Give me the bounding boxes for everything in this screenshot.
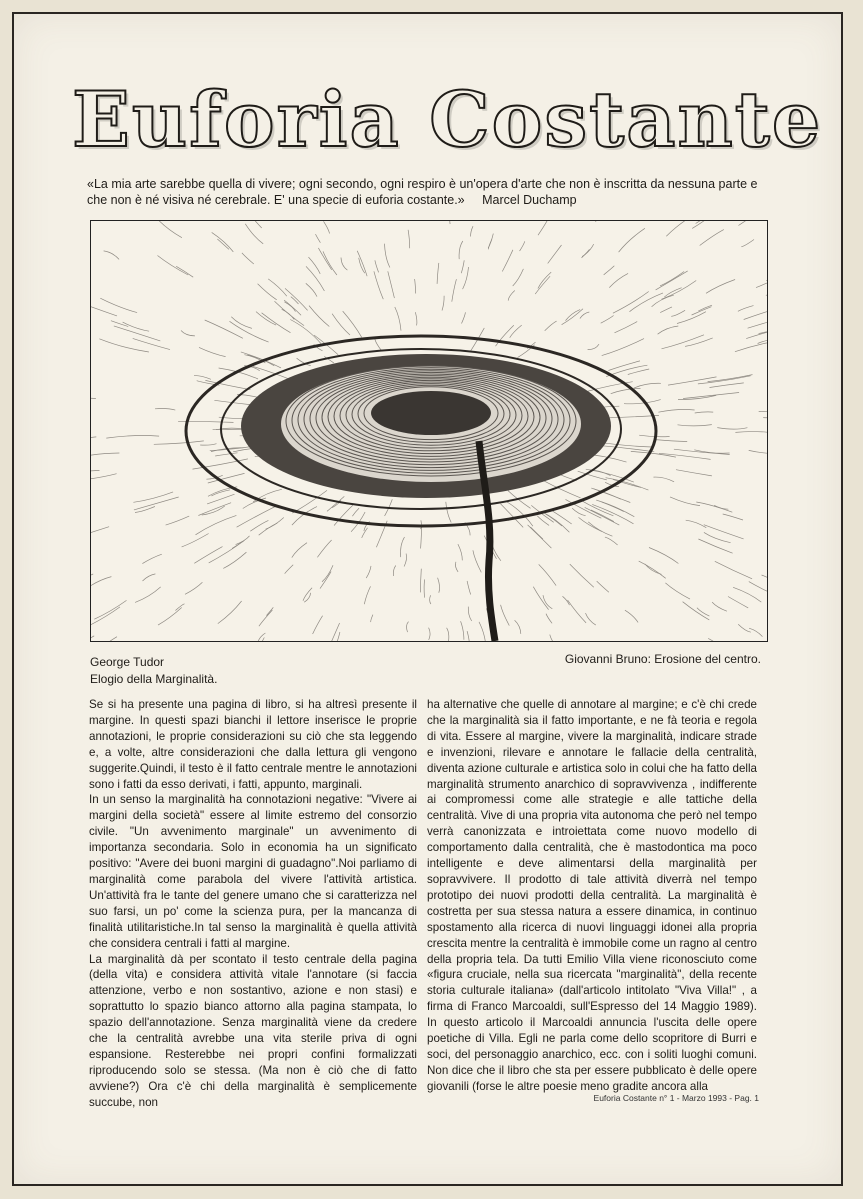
- scribble-stroke: [660, 307, 672, 313]
- scribble-stroke: [608, 361, 640, 371]
- scribble-stroke: [537, 516, 549, 526]
- scribble-stroke: [359, 258, 365, 273]
- scribble-stroke: [142, 554, 161, 563]
- scribble-stroke: [696, 502, 732, 512]
- scribble-stroke: [508, 291, 515, 301]
- scribble-stroke: [306, 266, 324, 291]
- scribble-stroke: [242, 253, 254, 264]
- scribble-stroke: [609, 273, 628, 287]
- scribble-stroke: [166, 516, 190, 525]
- paragraph: Se si ha presente una pagina di libro, si ha altresì presente il margine. In questi spazi bianchi il lettore inserisce le proprie annotazioni, le proprie considerazioni su ciò che sta leggendo e, a volte, altre considerazioni che dalla lettura gli vengono suggerite.Quindi, il testo è il fatto centrale mentre le annotazioni sono i fatti da esso derivati, i fatti, appunto, marginali.: [89, 698, 417, 791]
- scribble-stroke: [284, 302, 295, 312]
- scribble-stroke: [91, 303, 117, 316]
- scribble-stroke: [246, 638, 264, 642]
- scribble-stroke: [502, 250, 513, 272]
- scribble-stroke: [550, 635, 558, 641]
- scribble-stroke: [541, 511, 569, 532]
- article-title: Elogio della Marginalità.: [90, 672, 218, 686]
- scribble-stroke: [586, 613, 596, 625]
- scribble-stroke: [185, 582, 202, 594]
- scribble-stroke: [182, 534, 209, 547]
- scribble-stroke: [291, 297, 299, 304]
- scribble-stroke: [407, 622, 409, 633]
- scribble-stroke: [696, 221, 716, 224]
- scribble-stroke: [366, 566, 371, 578]
- scribble-stroke: [104, 251, 120, 260]
- scribble-stroke: [566, 310, 581, 321]
- scribble-stroke: [678, 395, 716, 399]
- scribble-stroke: [520, 241, 525, 251]
- scribble-stroke: [285, 565, 294, 574]
- paragraph: In un senso la marginalità ha connotazioni negative: "Vivere ai margini della società" essere al limite estremo del consorzio civile. "Un avvenimento marginale" un avvenimento di importanza secondaria. Solo in economia ha un significato positivo: "Avere dei buoni margini di guadagno".Noi parliamo di marginalità come parabola del vivere l'attività artistica. Un'attività fra le tante del genere umano che si caratterizza nel suo farsi, un po' come la scienza pura, per la mancanza di finalità utilitaristiche.In tal senso la marginalità è quella attività che considera centrali i fatti al margine.: [89, 793, 417, 950]
- erosion-artwork: [91, 221, 767, 641]
- scribble-stroke: [341, 258, 347, 271]
- scribble-stroke: [715, 561, 752, 579]
- scribble-stroke: [744, 309, 767, 320]
- scribble-stroke: [352, 508, 359, 516]
- scribble-stroke: [106, 637, 117, 641]
- scribble-stroke: [533, 587, 548, 610]
- scribble-stroke: [262, 313, 291, 333]
- scribble-stroke: [323, 251, 337, 275]
- scribble-stroke: [468, 607, 471, 621]
- scribble-stroke: [284, 300, 301, 315]
- scribble-stroke: [658, 326, 679, 334]
- scribble-stroke: [313, 616, 323, 634]
- scribble-stroke: [158, 256, 189, 276]
- scribble-stroke: [553, 511, 572, 524]
- scribble-stroke: [371, 615, 373, 623]
- scribble-stroke: [708, 375, 753, 382]
- article-column-left: [89, 697, 417, 1111]
- scribble-stroke: [461, 260, 464, 273]
- scribble-stroke: [513, 269, 524, 286]
- scribble-stroke: [582, 249, 590, 258]
- scribble-stroke: [364, 586, 370, 604]
- scribble-stroke: [318, 248, 331, 270]
- scribble-stroke: [306, 283, 317, 296]
- scribble-stroke: [467, 631, 469, 641]
- scribble-stroke: [528, 525, 552, 548]
- scribble-stroke: [450, 221, 452, 224]
- scribble-stroke: [563, 596, 570, 605]
- scribble-stroke: [237, 506, 277, 527]
- scribble-stroke: [588, 522, 612, 536]
- scribble-stroke: [385, 244, 390, 268]
- paragraph: La marginalità dà per scontato il testo centrale della pagina (della vita) e considera attività vitale l'annotare (si faccia attenzione, verbo e non sostantivo, azione e non stasi) e soprattutto lo spazio bianco attorno alla pagina stampata, lo spazio dell'annotazione. Senza marginalità viene da credere che la centralità avrebbe una vita sterile priva di ogni espansione. Resterebbe nei propri confini formalizzati riproducendo solo se stessa. (Ma non è ciò che di fatto avviene?) Ora c'è chi della marginalità è semplicemente succube, non: [89, 952, 417, 1109]
- scribble-stroke: [738, 306, 754, 312]
- scribble-stroke: [258, 633, 266, 641]
- scribble-stroke: [91, 607, 120, 628]
- scribble-stroke: [580, 312, 589, 319]
- scribble-stroke: [596, 445, 654, 452]
- scribble-stroke: [231, 317, 252, 329]
- scribble-stroke: [695, 412, 714, 413]
- scribble-stroke: [515, 620, 521, 634]
- scribble-stroke: [430, 595, 431, 604]
- scribble-stroke: [327, 496, 344, 511]
- scribble-stroke: [91, 527, 109, 542]
- scribble-stroke: [462, 312, 466, 323]
- scribble-stroke: [317, 540, 331, 557]
- scribble-stroke: [471, 226, 473, 236]
- scribble-stroke: [501, 605, 510, 626]
- scribble-stroke: [282, 309, 295, 319]
- scribble-stroke: [692, 221, 717, 228]
- scribble-stroke: [665, 583, 690, 599]
- scribble-stroke: [393, 566, 395, 577]
- scribble-stroke: [285, 288, 308, 310]
- scribble-stroke: [91, 636, 94, 641]
- scribble-stroke: [717, 428, 747, 430]
- paragraph: ha alternative che quelle di annotare al margine; e c'è chi crede che la marginalità sia il fatto importante, e ne fà teoria e regola di vita. Essere al margine, vivere la marginalità, indicare strade e invenzioni, rilevare e annotare le fallacie della centralità, diventa azione culturale e artistica solo in colui che ha fatto della marginalità strumento anarchico di sopravvivenza , indifferente ai compromessi come alle strategie e alle tattiche della centralità. Vive di una propria vita autonoma che però nel tempo verrà canonizzata e introiettata come nuovo modello di comportamento dalla centralità, che è mastodontica ma poco intelligente e deve alimentarsi della marginalità per sopravvivere. Il prodotto di tale attività diverrà nel tempo prototipo dei nuovi prodotti della centralità. La marginalità è costretta per sua stessa natura a essere dinamica, in continuo spostamento alla ricerca di nuovi linguaggi idonei alla propria crescita mentre la centralità è immobile come un ragno al centro della propria tela. Da tutti Emilio Villa viene riconosciuto come «figura cruciale, nella sua ricercata "marginalità", della recente storia culturale italiana» (dall'articolo intitolato "Viva Villa!" , a firma di Franco Marcoaldi, sull'Espresso del 14 Maggio 1989). In questo articolo il Marcoaldi annuncia l'uscita delle opere poetiche di Villa. Egli ne parla come dello scopritore di Burri e soci, del personaggio anarchico, ecc. con i soliti luoghi comuni. Non dice che il libro che sta per essere pubblicato è delle opere giovanili (forse le altre poesie meno gradite ancora alla: [427, 698, 757, 1093]
- masthead-title: Euforia Costante: [72, 75, 823, 164]
- scribble-stroke: [424, 579, 425, 597]
- scribble-stroke: [698, 305, 712, 311]
- scribble-stroke: [759, 319, 767, 333]
- scribble-stroke: [463, 267, 469, 289]
- scribble-stroke: [236, 536, 250, 545]
- scribble-stroke: [207, 494, 234, 504]
- scribble-stroke: [766, 275, 767, 281]
- scribble-stroke: [455, 562, 458, 572]
- scribble-stroke: [99, 339, 148, 352]
- quote-author: Marcel Duchamp: [482, 193, 577, 207]
- scribble-stroke: [322, 565, 333, 582]
- scribble-stroke: [694, 450, 729, 453]
- scribble-stroke: [329, 632, 340, 641]
- scribble-stroke: [461, 621, 464, 639]
- scribble-stroke: [266, 607, 273, 615]
- scribble-stroke: [212, 232, 234, 252]
- scribble-stroke: [697, 608, 710, 616]
- scribble-stroke: [217, 239, 229, 249]
- scribble-stroke: [198, 503, 231, 516]
- scribble-stroke: [133, 492, 173, 502]
- scribble-stroke: [304, 593, 310, 602]
- scribble-stroke: [674, 449, 730, 454]
- scribble-stroke: [634, 383, 661, 388]
- scribble-stroke: [357, 251, 367, 276]
- scribble-stroke: [309, 306, 329, 327]
- scribble-stroke: [708, 638, 729, 641]
- scribble-stroke: [545, 321, 557, 331]
- scribble-stroke: [712, 602, 727, 611]
- scribble-stroke: [266, 518, 284, 530]
- scribble-stroke: [615, 322, 638, 333]
- scribble-stroke: [595, 221, 616, 222]
- scribble-stroke: [605, 537, 618, 545]
- scribble-stroke: [659, 453, 711, 459]
- scribble-stroke: [194, 547, 222, 564]
- scribble-stroke: [654, 440, 687, 442]
- scribble-stroke: [404, 554, 406, 567]
- scribble-stroke: [479, 622, 486, 641]
- scribble-stroke: [676, 470, 712, 476]
- scribble-stroke: [452, 279, 457, 302]
- scribble-stroke: [429, 628, 430, 640]
- article-column-right: [427, 697, 757, 1095]
- scribble-stroke: [91, 577, 111, 589]
- scribble-stroke: [538, 221, 552, 235]
- scribble-stroke: [181, 331, 195, 336]
- scribble-stroke: [205, 320, 243, 338]
- scribble-stroke: [488, 234, 493, 248]
- image-caption: Giovanni Bruno: Erosione del centro.: [564, 652, 761, 666]
- scribble-stroke: [749, 450, 767, 453]
- scribble-stroke: [582, 244, 594, 257]
- scribble-stroke: [256, 312, 276, 326]
- scribble-stroke: [660, 272, 684, 286]
- scribble-stroke: [683, 602, 710, 620]
- scribble-stroke: [656, 271, 688, 290]
- scribble-stroke: [538, 272, 551, 288]
- scribble-stroke: [343, 311, 362, 337]
- artwork-image: [90, 220, 768, 642]
- scribble-stroke: [223, 552, 246, 568]
- scribble-stroke: [230, 321, 269, 342]
- scribble-stroke: [200, 444, 216, 445]
- scribble-stroke: [415, 279, 416, 293]
- scribble-stroke: [568, 600, 587, 623]
- scribble-stroke: [202, 506, 225, 515]
- scribble-stroke: [535, 276, 550, 294]
- scribble-stroke: [585, 507, 620, 525]
- scribble-stroke: [375, 260, 379, 272]
- scribble-stroke: [570, 564, 594, 587]
- scribble-stroke: [748, 315, 767, 329]
- scribble-stroke: [531, 527, 543, 539]
- scribble-stroke: [91, 437, 96, 438]
- scribble-stroke: [763, 416, 767, 418]
- scribble-stroke: [625, 610, 638, 622]
- scribble-stroke: [766, 286, 767, 296]
- scribble-stroke: [374, 271, 383, 299]
- scribble-stroke: [501, 504, 524, 528]
- scribble-stroke: [218, 601, 242, 624]
- epigraph-quote: [87, 176, 767, 208]
- scribble-stroke: [258, 284, 277, 300]
- scribble-stroke: [739, 221, 768, 226]
- scribble-stroke: [290, 320, 321, 344]
- scribble-stroke: [649, 548, 678, 564]
- scribble-stroke: [446, 502, 451, 523]
- scribble-stroke: [749, 628, 762, 636]
- scribble-stroke: [604, 266, 615, 275]
- scribble-stroke: [388, 271, 395, 298]
- page-footer: Euforia Costante n° 1 - Marzo 1993 - Pag. 1: [593, 1093, 759, 1103]
- scribble-stroke: [728, 597, 748, 608]
- scribble-stroke: [543, 595, 552, 609]
- scribble-stroke: [458, 544, 462, 560]
- scribble-stroke: [91, 474, 117, 482]
- scribble-stroke: [670, 497, 700, 506]
- scribble-stroke: [316, 234, 321, 243]
- scribble-stroke: [415, 312, 417, 325]
- scribble-stroke: [597, 581, 609, 592]
- scribble-stroke: [292, 543, 307, 558]
- scribble-stroke: [602, 502, 624, 512]
- scribble-stroke: [677, 312, 706, 324]
- scribble-stroke: [539, 564, 556, 585]
- scribble-stroke: [548, 245, 562, 263]
- scribble-stroke: [135, 507, 155, 513]
- scribble-stroke: [639, 561, 666, 578]
- scribble-stroke: [756, 273, 767, 288]
- scribble-stroke: [473, 550, 481, 572]
- scribble-stroke: [94, 600, 126, 619]
- scribble-stroke: [421, 569, 422, 593]
- scribble-stroke: [134, 497, 179, 510]
- scribble-stroke: [658, 410, 694, 413]
- byline-author: George Tudor: [90, 655, 165, 669]
- scribble-stroke: [395, 307, 401, 331]
- scribble-stroke: [723, 514, 743, 520]
- scribble-stroke: [91, 397, 96, 399]
- scribble-stroke: [320, 572, 331, 589]
- scribble-stroke: [601, 316, 614, 324]
- scribble-stroke: [447, 628, 449, 641]
- scribble-stroke: [91, 574, 93, 593]
- scribble-stroke: [619, 228, 645, 252]
- scribble-stroke: [741, 240, 754, 247]
- scribble-stroke: [735, 432, 767, 434]
- scribble-stroke: [154, 441, 204, 444]
- scribble-stroke: [749, 582, 767, 600]
- scribble-stroke: [733, 587, 761, 602]
- scribble-stroke: [668, 377, 717, 385]
- scribble-stroke: [292, 490, 327, 513]
- scribble-stroke: [686, 520, 707, 528]
- scribble-stroke: [106, 436, 159, 439]
- scribble-stroke: [91, 471, 100, 478]
- scribble-stroke: [546, 614, 552, 624]
- scribble-stroke: [324, 221, 330, 233]
- scribble-stroke: [685, 338, 713, 347]
- scribble-stroke: [375, 339, 382, 351]
- scribble-stroke: [628, 369, 649, 375]
- byline: [90, 654, 217, 688]
- scribble-stroke: [215, 453, 237, 456]
- scribble-stroke: [135, 587, 161, 603]
- scribble-stroke: [588, 344, 599, 349]
- quote-text: «La mia arte sarebbe quella di vivere; ogni secondo, ogni respiro è un'opera d'arte che non è inscritta da nessuna parte e che non è né visiva né cerebrale. E' una specie di euforia costante.»: [87, 177, 758, 207]
- scribble-stroke: [438, 578, 440, 593]
- scribble-stroke: [510, 325, 522, 338]
- scribble-stroke: [408, 230, 410, 249]
- scribble-stroke: [698, 539, 732, 553]
- scribble-stroke: [654, 477, 675, 482]
- scribble-stroke: [683, 393, 739, 399]
- scribble-stroke: [666, 221, 690, 236]
- scribble-stroke: [133, 338, 170, 349]
- scribble-stroke: [704, 532, 731, 542]
- scribble-stroke: [176, 266, 193, 277]
- scribble-stroke: [240, 221, 262, 228]
- scribble-stroke: [100, 298, 137, 312]
- scribble-stroke: [143, 574, 156, 581]
- scribble-stroke: [199, 347, 226, 356]
- scribble-stroke: [652, 295, 674, 307]
- scribble-stroke: [157, 221, 182, 238]
- scribble-stroke: [194, 376, 211, 380]
- scribble-stroke: [155, 408, 175, 410]
- scribble-stroke: [268, 279, 287, 296]
- scribble-stroke: [662, 335, 705, 349]
- scribble-stroke: [738, 624, 751, 632]
- scribble-stroke: [437, 263, 439, 284]
- scribble-stroke: [678, 425, 712, 426]
- scribble-stroke: [671, 310, 685, 316]
- scribble-stroke: [400, 537, 404, 557]
- scribble-stroke: [700, 230, 724, 246]
- scribble-stroke: [562, 309, 583, 325]
- scribble-stroke: [602, 339, 644, 356]
- scribble-stroke: [706, 280, 735, 294]
- scribble-stroke: [91, 453, 119, 456]
- scribble-stroke: [158, 608, 182, 626]
- scribble-stroke: [759, 409, 767, 411]
- scribble-stroke: [459, 241, 463, 259]
- scribble-stroke: [196, 515, 237, 534]
- scribble-stroke: [442, 296, 444, 311]
- scribble-stroke: [710, 383, 744, 388]
- scribble-stroke: [704, 525, 744, 539]
- scribble-stroke: [259, 610, 273, 626]
- scribble-stroke: [467, 581, 471, 595]
